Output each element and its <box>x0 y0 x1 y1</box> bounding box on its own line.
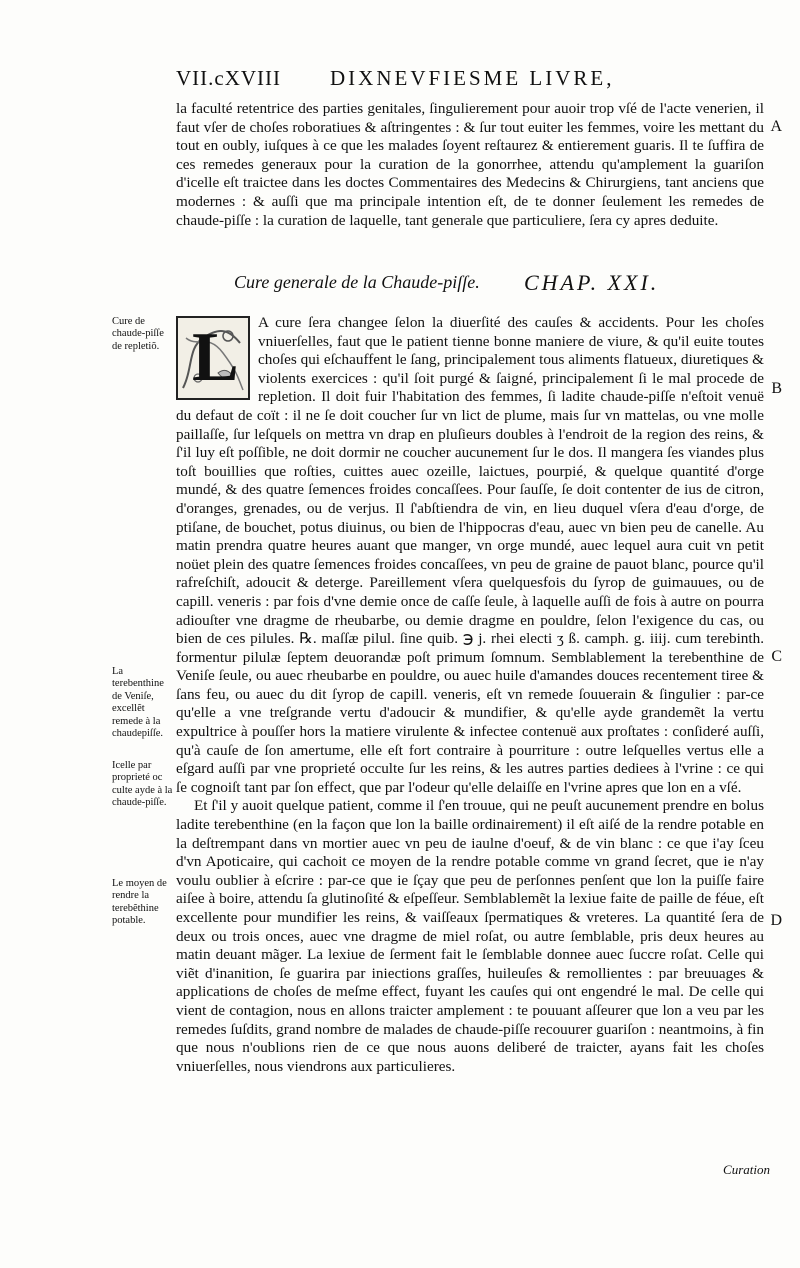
chapter-heading <box>234 272 754 298</box>
margin-letter: D <box>770 912 782 929</box>
margin-letter: C <box>771 648 782 665</box>
top-paragraph: la faculté retentrice des parties genitales, ſingulierement pour auoir trop vſé de l'acte venerien, il faut vſer de choſes roboratiues & aſtringentes : & ſur tout euiter les femmes, voire les mettant du tout en oubly, iuſques à ce que les malades ſoyent reſtaurez & entierement guaris. Il te ſuffira de ces remedes generaux pour la curation de la gonorrhee, attendu qu'amplement la guariſon d'icelle eſt traictee dans les doctes Commentaires des Medecins & Chirurgiens, tant anciens que modernes : & auſſi que ma principale intention eſt, de te donner ſeulement les remedes de chaude-piſſe : la curation de laquelle, tant generale que particuliere, ſera cy apres deduite. <box>176 100 764 229</box>
running-title: DIXNEVFIESME LIVRE, <box>330 66 615 90</box>
chapter-title: Cure generale de la Chaude-piſſe. <box>234 272 480 292</box>
catchword: Curation <box>723 1162 770 1177</box>
main-text <box>176 314 764 1076</box>
margin-note: Le moyen de rendre la terebẽthine potable. <box>112 878 167 927</box>
margin-letter: B <box>771 380 782 397</box>
folio: VII.cXVIII <box>176 66 282 90</box>
decorated-initial <box>176 316 250 400</box>
margin-note: Cure de chaude-piſſe de repletiõ. <box>112 316 164 352</box>
margin-note: Icelle par proprieté oc culte ayde à la chaude-piſſe. <box>112 760 173 809</box>
paragraph: A cure ſera changee ſelon la diuerſité des cauſes & accidents. Pour les choſes vniuerſelles, faut que le patient tienne bonne maniere de viure, & qu'il euite toutes choſes qui eſchauffent le ſang, principalement tous aliments flatueux, diuretiques & violents exercices : qu'il ſoit purgé & ſaigné, principalement ſi le mal procede de repletion. Il doit fuir l'habitation des femmes, ſi ladite chaude-piſſe n'eſtoit venuë du defaut de coït : il ne ſe doit coucher ſur vn lict de plume, mais ſur vn mattelas, ou vne molle paillaſſe, ſur leſquels on mettra vn drap en pluſieurs doubles à l'endroit de la region des reins, & ſ'il luy eſt poſſible, ne doit dormir ne coucher aucunement ſur le dos. Il mangera ſes viandes plus toſt bouillies que roſties, cuittes auec ozeille, laictues, pourpié, & quelque quantité d'orge mundé, & des quatre ſemences froides concaſſees. Pour ſauſſe, ſe doit contenter de ius de citron, d'oranges, grenades, ou de verjus. Il ſ'abſtiendra de vin, en lieu duquel vſera d'eau d'orge, de ptiſane, de bouchet, potus diuinus, ou bien de l'hippocras d'eau, auec vn bien peu de canelle. Au matin prendra quatre heures auant que manger, vn orge mundé, auec lequel aura cuit vn petit noüet plein des quatre ſemences froides concaſſees, vn peu de graine de pauot blanc, pource qu'il rafreſchiſt, adoucit & deterge. Pareillement vſera quelquesfois du ſyrop de guimauues, ou de capill. veneris : par fois d'vne demie once de caſſe ſeule, à laquelle auſſi de fois à autre on pourra adiouſter vne dragme de rheubarbe, ou demie dragme en pouldre, ſelon l'exigence du cas, ou bien de ces pilules. ℞. maſſæ pilul. ſine quib. ℈ j. rhei electi ʒ ß. camph. g. iiij. cum terebinth. formentur pilulæ ſeptem deuorandæ poſt primum ſomnum. Semblablement la terebenthine de Veniſe ſeule, ou auec rheubarbe en pouldre, ou auec huile d'amandes douces recentement tiree & ſans feu, ou auec du dit ſyrop de capill. veneris, eſt vn remede ſouuerain & ſingulier : par-ce qu'elle a vne treſgrande vertu d'adoucir & mundifier, & qu'elle ayde grandemẽt la vertu expultrice à pouſſer hors la matiere virulente & infectee contenuë aux proſtates : conſideré auſſi, qu'à cauſe de ſon amertume, elle eſt fort contraire à pourriture : outre leſquelles vertus elle a eſgard auſſi par vne proprieté occulte ſur les reins, & les autres parties dediees à l'vrine : ce qui ſe cognoiſt tant par ſon effect, que par l'odeur qu'elle delaiſſe en l'vrine apres que lon en a vſé. <box>176 314 764 796</box>
running-header <box>158 66 748 96</box>
margin-letter: A <box>770 118 782 135</box>
margin-note: La terebenthine de Veniſe, excellẽt remede à la chaudepiſſe. <box>112 666 164 740</box>
chapter-number: CHAP. XXI. <box>524 270 660 295</box>
paragraph: Et ſ'il y auoit quelque patient, comme il ſ'en trouue, qui ne peuſt aucunement prendre en bolus ladite terebenthine (en la façon que lon la baille ordinairement) il eſt aiſé de la rendre potable en la deſtrempant dans vn mortier auec vn peu de iaulne d'oeuf, & de vin blanc : ce que i'ay ſceu d'vn Apoticaire, qui cachoit ce moyen de la rendre potable comme vn grand ſecret, que ie n'ay voulu oublier à eſcrire : par-ce que ie ſçay que peu de perſonnes penſent que lon la puiſſe faire aiſee à boire, attendu ſa glutinoſité & eſpeſſeur. Semblablemẽt la lexiue faite de paille de féue, eſt excellente pour mundifier les reins, & vaiſſeaux ſpermatiques & vreteres. La quantité ſera de deux ou trois onces, auec vne dragme de miel roſat, ou autre ſemblable, pris deux heures au matin deuant mãger. La lexiue de ſerment fait le ſemblable donnee auec ſuccre roſat. Celle qui viẽt d'inanition, ſe guarira par iniections graſſes, huileuſes & remollientes : par breuuages & applications de choſes de meſme effect, fuyant les cauſes qui ont engendré le mal. De celle qui vient de contagion, nous en allons traicter amplement : te pouuant aſſeurer que lon a veu par les remedes ſuſdits, grand nombre de malades de chaude-piſſe recouurer guariſon : neantmoins, à fin que nous n'oublions rien de ce que nous auons deliberé de traicter, ayans fait les choſes vniuerſelles, nous viendrons aux particulieres. <box>176 797 764 1075</box>
drop-cap-letter: L <box>192 319 239 396</box>
